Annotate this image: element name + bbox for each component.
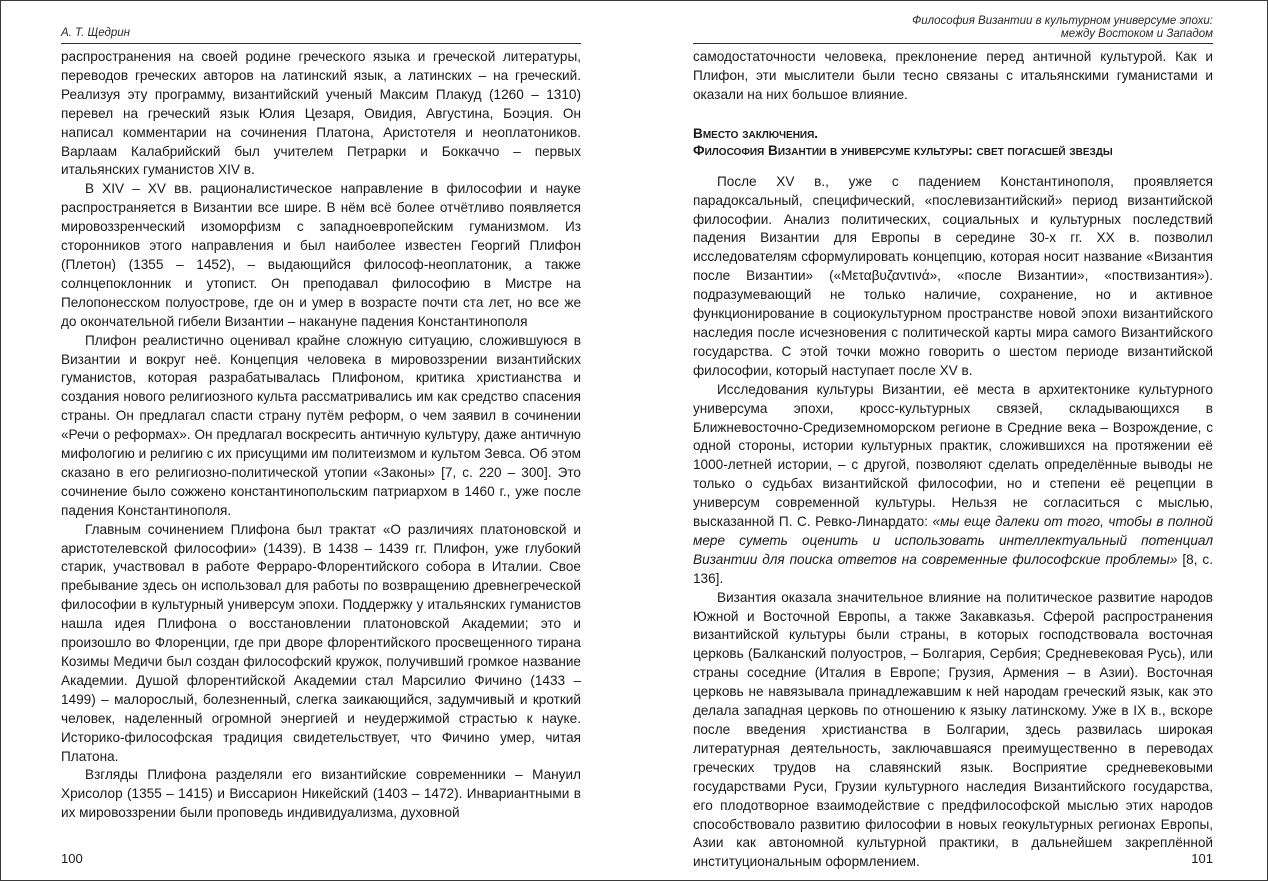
page-number: 101: [1191, 851, 1213, 866]
paragraph: Главным сочинением Плифона был трактат «О различиях платоновской и аристотелевской философии» (1439). В 1438 – 1439 гг. Плифон, уже глубокий старик, участвовал в работе Ферраро-Флорентийского собора в Италии. Свое пребывание здесь он использовал для работы по возвращению древнегреческой философии в культурный универсум эпохи. Поддержку у итальянских гуманистов нашла идея Плифона о восстановлении платоновской Академии; это и произошло во Флоренции, где при дворе флорентийского просвещенного тирана Козимы Медичи был создан философский кружок, получивший громкое название Академии. Душой флорентийской Академии стал Марсилио Фичино (1433 – 1499) – малорослый, болезненный, слегка заикающийся, задумчивый и кроткий человек, наделенный огромной энергией и неудержимой страстью к науке. Историко-философская традиция свидетельствует, что Фичино умер, читая Платона.: [61, 521, 581, 764]
running-head-author: А. Т. Щедрин: [61, 27, 130, 39]
citation: [8, с. 136].: [693, 551, 1213, 586]
running-head-line: между Востоком и Западом: [1060, 28, 1213, 40]
running-head-line: Философия Византии в культурном универсуме эпохи:: [912, 15, 1213, 27]
paragraph: В XIV – XV вв. рационалистическое направление в философии и науке распространяется в Византии все шире. В нём всё более отчётливо появляется мировоззренческий изоморфизм с западноевропейским гуманизмом. Из сторонников этого направления и был наиболее известен Георгий Плифон (Плетон) (1355 – 1452), – выдающийся философ-неоплатоник, а также солнцепоклонник и утопист. Он преподавал философию в Мистре на Пелопонесском полуострове, где он и умер в возрасте почти ста лет, но все же до окончательной гибели Византии – накануне падения Константинополя: [61, 181, 581, 329]
paragraph: самодостаточности человека, преклонение перед античной культурой. Как и Плифон, эти мыслители были тесно связаны с итальянскими гуманистами и оказали на них большое влияние.: [693, 49, 1213, 102]
paragraph: После XV в., уже с падением Константинополя, проявляется парадоксальный, специфический, «послевизантийский» период византийской философии. Анализ политических, социальных и культурных последствий падения Византии для Европы в середине 30-х гг. XX в. позволил исследователям сформулировать концепцию, которая носит название «Византия после Византии» («Μεταβυζαντινά», «после Византии», «поствизантия»). подразумевающий не только наличие, сохранение, но и активное функционирование в социокультурном пространстве новой эпохи византийского наследия после исчезновения с политической карты мира самого Византийского государства. С этой точки можно говорить о шестом периоде византийской философии, который наступает после XV в.: [693, 173, 1213, 378]
header-rule: [61, 43, 581, 44]
paragraph: распространения на своей родине греческого языка и греческой литературы, переводов греческих авторов на латинский язык, а латинских – на греческий. Реализуя эту программу, византийский ученый Максим Плакуд (1260 – 1310) перевел на греческий язык Юлия Цезаря, Овидия, Августина, Боэция. Он написал комментарии на сочинения Платона, Аристотеля и неоплатоников. Варлаам Калабрийский был учителем Петрарки и Боккаччо – первых итальянских гуманистов XIV в.: [61, 49, 581, 178]
paragraph: Взгляды Плифона разделяли его византийские современники – Мануил Хрисолор (1355 – 1415) и Виссарион Никейский (1403 – 1472). Инвариантными в их мировоззрении были проповедь индивидуализма, духовной: [61, 767, 581, 821]
right-page: [693, 1, 1213, 880]
header-rule: [693, 43, 1213, 44]
paragraph: Византия оказала значительное влияние на политическое развитие народов Южной и Восточной Европы, а также Закавказья. Сферой распространения византийской культуры были страны, в которых господствовала восточная церковь (Балканский полуостров, – Болгария, Сербия; Средневековая Русь), или страны соседние (Италия в Европе; Грузия, Армения – в Азии). Восточная церковь не навязывала принадлежавшим к ней народам греческий язык, как это делала западная церковь по отношению к языку латинскому. Уже в IX в., вскоре после введения христианства в Болгарии, здесь развилась широкая литературная деятельность, заключавшаяся преимущественно в переводах греческих трудов на славянский язык. Восприятие средневековыми государствами Руси, Грузии культурного наследия Византийского государства, его плодотворное взаимодействие с предфилософской мыслью этих народов способствовало развитию философии в новых геокультурных регионах Европы, Азии как автономной культурной практики, в дальнейшем закреплённой институциональным оформлением.: [693, 589, 1213, 870]
page-number: 100: [61, 851, 83, 866]
left-page-body: [61, 48, 581, 823]
left-page: [61, 1, 581, 880]
section-heading: [693, 125, 1213, 159]
section-heading-line: Философия Византии в универсуме культуры: свет погасшей звезды: [693, 142, 1113, 158]
paragraph-text: Исследования культуры Византии, её места в архитектонике культурного универсума эпохи, кросс-культурных связей, складывающихся в Ближневосточно-Средиземноморском регионе в Средние века – Возрождение, с одной стороны, истории культурных практик, сложившихся на протяжении её 1000-летней истории, – с другой, позволяют сделать определённые выводы не только о судьбах византийской философии, но и степени её рецепции в универсум современной культуры. Нельзя не согласиться с мыслью, высказанной П. С. Ревко-Линардато:: [693, 381, 1213, 530]
right-page-body: [693, 48, 1213, 872]
section-heading-line: Вместо заключения.: [693, 125, 819, 141]
running-head-title: [693, 15, 1213, 41]
paragraph: Плифон реалистично оценивал крайне сложную ситуацию, сложившуюся в Византии и вокруг неё. Концепция человека в мировоззрении византийских гуманистов, которая разрабатывалась Плифоном, критика христианства и создания нового религиозного культа рассматривались им как средство спасения страны. Он предлагал спасти страну путём реформ, о чем заявил в сочинении «Речи о реформах». Он предлагал воскресить античную культуру, даже античную мифологию и религию с их присущими им политеизмом и культом Зевса. Об этом сказано в его религиозно-политической утопии «Законы» [7, с. 220 – 300]. Это сочинение было сожжено константинопольским патриархом в 1460 г., уже после падения Константинополя.: [61, 332, 581, 518]
paragraph: [693, 381, 1213, 589]
quotation: «мы еще далеки от того, чтобы в полной мере суметь оценить и использовать интеллектуальный потенциал Византии для поиска ответов на современные философские проблемы»: [693, 514, 1213, 567]
